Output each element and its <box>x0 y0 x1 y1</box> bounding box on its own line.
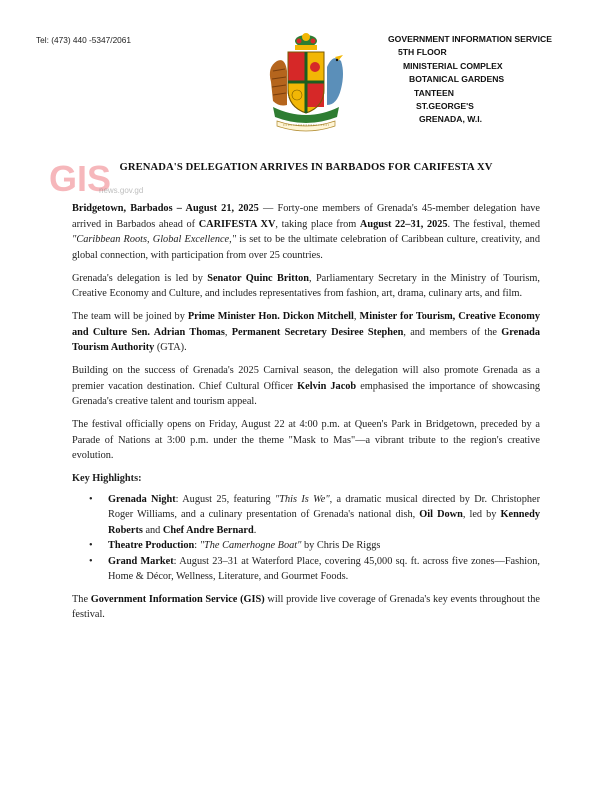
gis-name: Government Information Service (GIS) <box>90 593 265 605</box>
text: , and members of the <box>403 326 502 338</box>
permanent-secretary: Permanent Secretary Desiree Stephen <box>231 326 404 338</box>
list-item <box>72 538 540 554</box>
show-title: "This Is We" <box>274 493 330 505</box>
chef-name: Chef Andre Bernard <box>162 524 254 536</box>
list-item <box>72 554 540 585</box>
text: , a dramatic musical directed by Dr. Christopher Roger Williams, and a culinary presentation of Grenada's national dish, <box>108 493 540 520</box>
text: The team will be joined by <box>72 311 188 322</box>
text: : August 23–31 at Waterford Place, covering 45,000 sq. ft. across five zones—Fashion, Home & Décor, Wellness, Literature, and Gourmet Foods. <box>108 555 541 582</box>
address-block <box>388 33 552 127</box>
text: (GTA). <box>154 342 187 353</box>
text: by Chris De Riggs <box>301 540 381 551</box>
bullet-icon: • <box>89 540 93 551</box>
paragraph-delegation <box>72 271 540 302</box>
watermark-url: news.gov.gd <box>99 186 144 195</box>
text: : <box>194 540 200 551</box>
text: , led by <box>462 509 501 520</box>
address-line: GRENADA, W.I. <box>419 114 483 125</box>
text: , <box>224 326 232 338</box>
event-dates: August 22–31, 2025 <box>359 218 448 230</box>
text: — Forty-one members of Grenada's 45-member delegation have arrived in Barbados ahead of <box>72 203 541 230</box>
address-line: MINISTERIAL COMPLEX <box>403 60 503 71</box>
play-title: "The Camerhogne Boat" <box>199 540 302 551</box>
text: , Parliamentary Secretary in the Ministry of Tourism, Creative Economy and Culture, and includes representatives from fashion, art, drama, culinary arts, and film. <box>72 272 540 299</box>
text: Building on the success of Grenada's 2025 Carnival season, the delegation will also promote Grenada as a premier vacation destination. Chief Cultural Officer <box>72 365 540 392</box>
text: will provide live coverage of Grenada's key events throughout the festival. <box>72 593 540 620</box>
text: . The festival, themed <box>447 218 540 230</box>
address-line: ST.GEORGE'S <box>416 101 474 112</box>
paragraph-opening: The festival officially opens on Friday, August 22 at 4:00 p.m. at Queen's Park in Bridgetown, preceded by a Parade of Nations at 3:00 p.m. under the theme "Mask to Mas"—a vibrant tribute to the region's creative evolution. <box>72 419 540 461</box>
address-line: GOVERNMENT INFORMATION SERVICE <box>388 34 552 44</box>
paragraph-team <box>72 309 540 356</box>
text: . <box>253 524 257 536</box>
text: is set to be the ultimate celebration of Caribbean culture, creativity, and global connection, with participation from over 25 countries. <box>72 234 540 261</box>
text: and <box>142 524 163 536</box>
festival-theme: "Caribbean Roots, Global Excellence," <box>72 234 237 245</box>
address-line: 5TH FLOOR <box>398 47 447 58</box>
press-release-body <box>72 201 540 630</box>
text: emphasised the importance of showcasing Grenada's creative talent and tourism appeal. <box>72 380 541 407</box>
list-item <box>72 492 540 539</box>
highlights-heading: Key Highlights: <box>72 473 142 484</box>
highlights-list <box>72 492 540 585</box>
highlight-label: Theatre Production <box>108 540 195 551</box>
minister: Minister for Tourism, Creative Economy and Culture Sen. Adrian Thomas <box>72 311 540 338</box>
grenada-coat-of-arms-icon <box>263 27 349 135</box>
telephone-number: Tel: (473) 440 -5347/2061 <box>36 35 132 45</box>
highlight-label: Grand Market <box>108 555 174 567</box>
dateline: Bridgetown, Barbados – August 21, 2025 <box>72 203 259 214</box>
bullet-icon: • <box>89 555 93 567</box>
text: The <box>72 593 91 605</box>
delegation-leader: Senator Quinc Britton <box>207 272 310 284</box>
text: , taking place from <box>275 218 360 230</box>
text: , <box>353 311 360 322</box>
paragraph-promotion <box>72 363 540 410</box>
paragraph-intro <box>72 201 540 263</box>
press-release-title: GRENADA'S DELEGATION ARRIVES IN BARBADOS FOR CARIFESTA XV <box>119 162 493 173</box>
watermark-brand: GIS <box>49 158 112 199</box>
tourism-authority: Grenada Tourism Authority <box>72 326 540 353</box>
event-name: CARIFESTA XV <box>198 218 276 230</box>
paragraph-coverage <box>72 592 540 623</box>
prime-minister: Prime Minister Hon. Dickon Mitchell <box>187 311 354 322</box>
bullet-icon: • <box>89 493 93 505</box>
national-dish: Oil Down <box>419 509 463 520</box>
text: Grenada's delegation is led by <box>72 272 208 284</box>
address-line: TANTEEN <box>414 87 454 98</box>
text: : August 25, featuring <box>175 493 275 505</box>
cultural-officer: Kelvin Jacob <box>297 380 357 392</box>
chef-name: Kennedy Roberts <box>108 509 540 536</box>
highlight-label: Grenada Night <box>108 493 176 505</box>
address-line: BOTANICAL GARDENS <box>409 74 505 85</box>
